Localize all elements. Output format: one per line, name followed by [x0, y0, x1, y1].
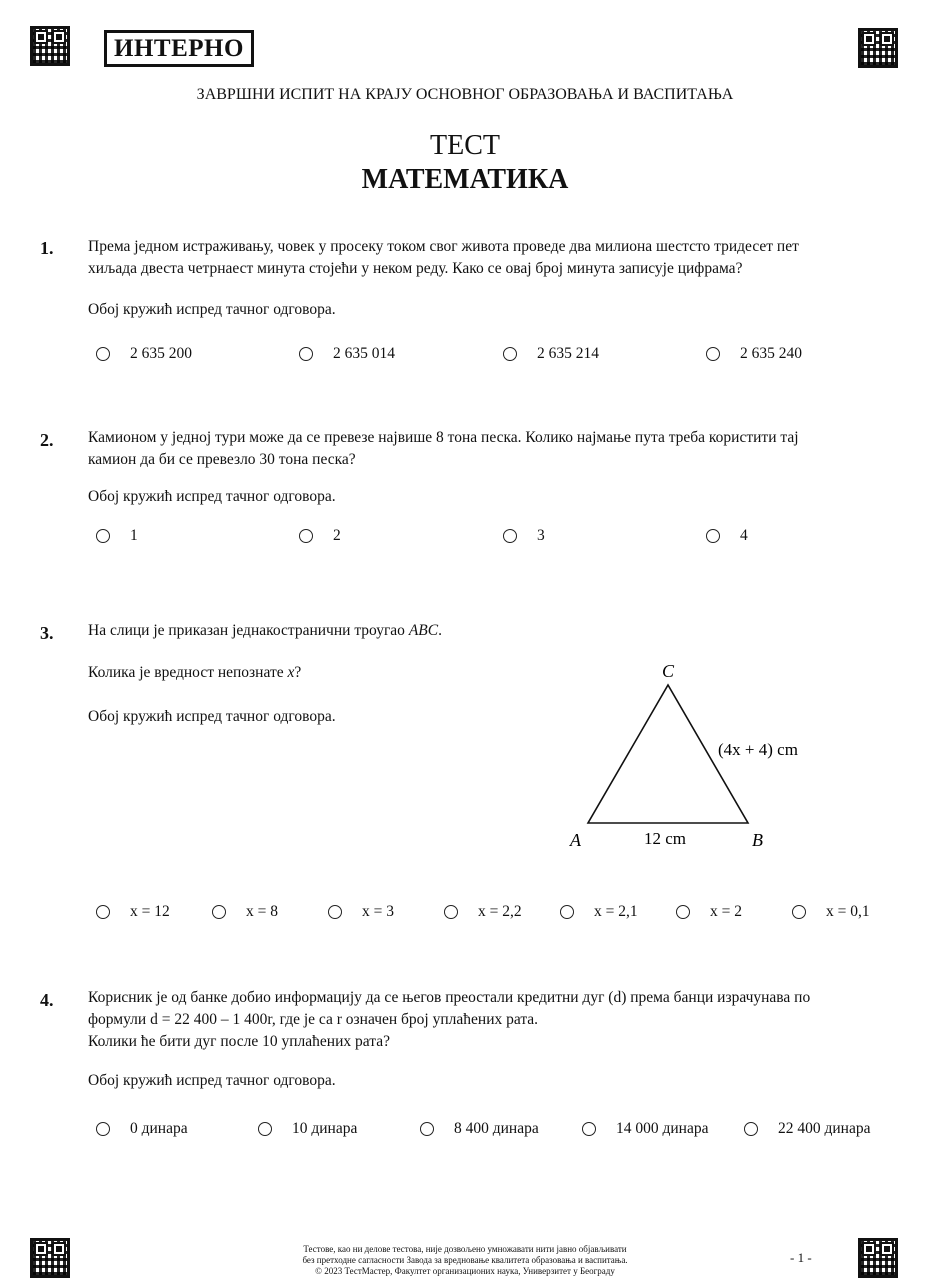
option[interactable] — [706, 345, 802, 363]
option-label: 1 — [130, 527, 138, 544]
footer-line: Тестове, као ни делове тестова, није дозвољено умножавати нити јавно објављивати — [303, 1244, 627, 1254]
instruction: Обој кружић испред тачног одговора. — [88, 708, 336, 725]
option-label: x = 12 — [130, 903, 170, 920]
option-label: x = 3 — [362, 903, 394, 920]
option[interactable] — [96, 345, 192, 363]
radio-button[interactable] — [299, 347, 313, 361]
side-length-label: (4x + 4) cm — [718, 740, 798, 759]
triangle-name: ABC — [408, 622, 439, 639]
page-number: - 1 - — [790, 1250, 812, 1265]
radio-button[interactable] — [706, 529, 720, 543]
option-label: 10 динара — [292, 1120, 358, 1137]
question-text — [88, 620, 858, 642]
question-text — [88, 427, 858, 471]
radio-button[interactable] — [560, 905, 574, 919]
radio-button[interactable] — [328, 905, 342, 919]
qr-code-top-right — [858, 28, 898, 68]
footer-line: © 2023 ТестМастер, Факултет организационих наука, Универзитет у Београду — [315, 1266, 615, 1276]
option[interactable] — [744, 1120, 871, 1138]
option[interactable] — [503, 345, 599, 363]
option[interactable] — [96, 903, 170, 921]
question-number: 1. — [40, 238, 54, 258]
question-number: 4. — [40, 990, 54, 1010]
option[interactable] — [96, 1120, 188, 1138]
option[interactable] — [299, 345, 395, 363]
option-label: 3 — [537, 527, 545, 544]
option[interactable] — [560, 903, 638, 921]
option[interactable] — [96, 527, 138, 545]
instruction: Обој кружић испред тачног одговора. — [88, 488, 336, 505]
question-text-part: ? — [294, 664, 302, 681]
radio-button[interactable] — [706, 347, 720, 361]
option[interactable] — [444, 903, 522, 921]
subject-title: МАТЕМАТИКА — [361, 164, 569, 195]
question-line: Корисник је од банке добио информацију да се његов преостали кредитни дуг (d) према банци израчунава по — [88, 989, 811, 1006]
option-label: 4 — [740, 527, 748, 544]
option[interactable] — [328, 903, 394, 921]
vertex-b-label: B — [752, 830, 763, 850]
question-line: камион да би се превезло 30 тона песка? — [88, 451, 356, 468]
question-line: Према једном истраживању, човек у просеку током свог живота проведе два милиона шестсто тридесет пет — [88, 238, 799, 255]
radio-button[interactable] — [792, 905, 806, 919]
radio-button[interactable] — [503, 529, 517, 543]
option[interactable] — [299, 527, 341, 545]
option-label: 2 — [333, 527, 341, 544]
question-line: формули d = 22 400 – 1 400r, где је са r означен број уплаћених рата. — [88, 1011, 539, 1028]
footer-line: без претходне сагласности Завода за вредновање квалитета образовања и васпитања. — [302, 1255, 628, 1265]
option-label: x = 2,2 — [478, 903, 522, 920]
variable-x: x — [287, 664, 295, 681]
option-label: 14 000 динара — [616, 1120, 709, 1137]
question-text-part: На слици је приказан једнакостранични троугао — [88, 622, 409, 639]
radio-button[interactable] — [503, 347, 517, 361]
question-text-part: . — [438, 622, 442, 639]
radio-button[interactable] — [420, 1122, 434, 1136]
test-label: ТЕСТ — [430, 130, 500, 161]
internal-stamp: ИНТЕРНО — [104, 30, 254, 67]
base-length-label: 12 cm — [644, 829, 687, 848]
question-line: Камионом у једној тури може да се превезе највише 8 тона песка. Колико најмање пута треба користити тај — [88, 429, 799, 446]
option-label: 2 635 214 — [537, 345, 599, 362]
option-label: 22 400 динара — [778, 1120, 871, 1137]
option-label: 2 635 200 — [130, 345, 192, 362]
option[interactable] — [706, 527, 748, 545]
option[interactable] — [420, 1120, 539, 1138]
option-label: x = 2,1 — [594, 903, 638, 920]
option-label: 2 635 014 — [333, 345, 395, 362]
question-number: 2. — [40, 430, 54, 450]
vertex-a-label: A — [570, 830, 581, 850]
question-line: хиљада двеста четрнаест минута стојећи у неком реду. Како се овај број минута записује цифрама? — [88, 260, 743, 277]
radio-button[interactable] — [444, 905, 458, 919]
radio-button[interactable] — [258, 1122, 272, 1136]
instruction: Обој кружић испред тачног одговора. — [88, 1072, 336, 1089]
exam-title: ЗАВРШНИ ИСПИТ НА КРАЈУ ОСНОВНОГ ОБРАЗОВАЊА И ВАСПИТАЊА — [196, 86, 734, 103]
question-text-part: Колика је вредност непознате — [88, 664, 288, 681]
vertex-c-label: C — [662, 661, 675, 681]
option[interactable] — [503, 527, 545, 545]
option[interactable] — [582, 1120, 709, 1138]
option-label: 8 400 динара — [454, 1120, 539, 1137]
option-label: 2 635 240 — [740, 345, 802, 362]
instruction: Обој кружић испред тачног одговора. — [88, 301, 336, 318]
triangle-figure — [560, 655, 830, 855]
radio-button[interactable] — [299, 529, 313, 543]
option-label: 0 динара — [130, 1120, 188, 1137]
question-text — [88, 987, 858, 1053]
radio-button[interactable] — [96, 529, 110, 543]
option[interactable] — [212, 903, 278, 921]
radio-button[interactable] — [676, 905, 690, 919]
radio-button[interactable] — [212, 905, 226, 919]
radio-button[interactable] — [96, 905, 110, 919]
question-number: 3. — [40, 623, 54, 643]
option-label: x = 2 — [710, 903, 742, 920]
radio-button[interactable] — [582, 1122, 596, 1136]
option[interactable] — [792, 903, 870, 921]
qr-code-top-left — [30, 26, 70, 66]
option-label: x = 8 — [246, 903, 278, 920]
question-text — [88, 236, 858, 280]
radio-button[interactable] — [744, 1122, 758, 1136]
radio-button[interactable] — [96, 347, 110, 361]
radio-button[interactable] — [96, 1122, 110, 1136]
option[interactable] — [676, 903, 742, 921]
question-line: Колики ће бити дуг после 10 уплаћених рата? — [88, 1033, 390, 1050]
option[interactable] — [258, 1120, 357, 1138]
option-label: x = 0,1 — [826, 903, 870, 920]
